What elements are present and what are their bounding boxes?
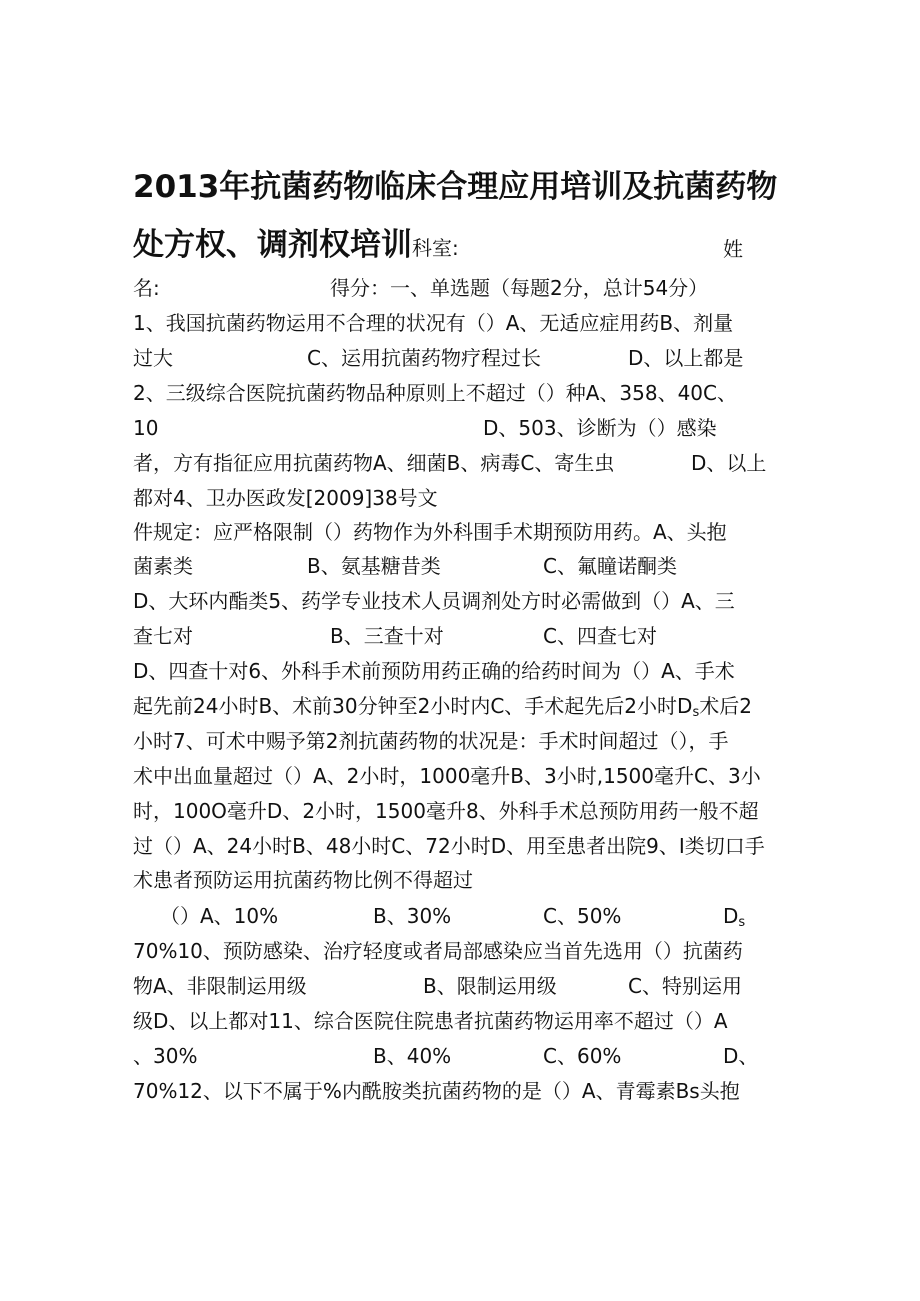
text-line: 过（）A、24小时B、48小时C、72小时D、用至患者出院9、I类切口手 <box>133 834 765 858</box>
text-line <box>133 692 752 727</box>
subscript-s: s <box>738 915 746 930</box>
text-line: C、运用抗菌药物疗程过长 <box>307 346 541 370</box>
score-label: 得分： <box>330 276 390 300</box>
text-line <box>723 902 745 937</box>
text-line: D、 <box>723 1044 759 1068</box>
text-line: 菌素类 <box>133 554 193 578</box>
dept-label: 科室: <box>412 236 459 260</box>
subscript-s: s <box>692 705 700 720</box>
name-label: 名: <box>133 276 160 300</box>
text-line: B、三查十对 <box>330 624 444 648</box>
text-line: 过大 <box>133 346 173 370</box>
text-line: 70%12、以下不属于%内酰胺类抗菌药物的是（）A、青霉素Bs头抱 <box>133 1079 740 1103</box>
text-line: D、503、诊断为（）感染 <box>483 416 717 440</box>
text-line: 2、三级综合医院抗菌药物品种原则上不超过（）种A、358、40C、 <box>133 381 737 405</box>
text-line: 10 <box>133 416 159 440</box>
text-fragment: 起先前24小时B、术前30分钟至2小时内C、手术起先后2小时D <box>133 694 693 718</box>
text-line: 件规定：应严格限制（）药物作为外科围手术期预防用药。A、头抱 <box>133 520 727 544</box>
surname-char: 姓 <box>723 237 743 261</box>
text-line: C、氟瞳诺酮类 <box>543 554 677 578</box>
text-line: 70%10、预防感染、治疗轻度或者局部感染应当首先选用（）抗菌药 <box>133 939 743 963</box>
score-heading <box>330 274 708 302</box>
section-heading: 一、单选题（每题2分，总计54分） <box>390 276 709 300</box>
text-line: （）A、10% <box>160 904 279 928</box>
text-line: 术患者预防运用抗菌药物比例不得超过 <box>133 868 473 892</box>
text-fragment: D <box>723 904 739 928</box>
text-line: B、氨基糖昔类 <box>307 554 441 578</box>
text-line: C、四查七对 <box>543 624 657 648</box>
text-line: C、特别运用 <box>628 974 742 998</box>
text-line: D、大环内酯类5、药学专业技术人员调剂处方时必需做到（）A、三 <box>133 589 735 613</box>
text-line: 物A、非限制运用级 <box>133 974 307 998</box>
text-line: D、以上都是 <box>628 346 744 370</box>
text-line: 小时7、可术中赐予第2剂抗菌药物的状况是：手术时间超过（），手 <box>133 729 729 753</box>
text-line: 查七对 <box>133 624 193 648</box>
text-line: 都对4、卫办医政发[2009]38号文 <box>133 486 438 510</box>
text-line: B、30% <box>373 904 452 928</box>
text-line: D、四查十对6、外科手术前预防用药正确的给药时间为（）A、手术 <box>133 659 735 683</box>
text-line: 、30% <box>133 1044 198 1068</box>
text-line: 者，方有指征应用抗菌药物A、细菌B、病毒C、寄生虫 <box>133 451 615 475</box>
text-line: 1、我国抗菌药物运用不合理的状况有（）A、无适应症用药B、剂量 <box>133 311 734 335</box>
text-line: 时，100O毫升D、2小时，1500毫升8、外科手术总预防用药一般不超 <box>133 799 759 823</box>
text-fragment: 术后2 <box>699 694 752 718</box>
page-title-line2 <box>133 228 793 262</box>
text-line: 术中出血量超过（）A、2小时，1000毫升B、3小时,1500毫升C、3小 <box>133 764 761 788</box>
text-line: C、50% <box>543 904 622 928</box>
text-line: 级D、以上都对11、综合医院住院患者抗菌药物运用率不超过（）A <box>133 1009 728 1033</box>
text-line: D、以上 <box>691 451 767 475</box>
text-line: B、限制运用级 <box>423 974 557 998</box>
text-line: B、40% <box>373 1044 452 1068</box>
page-title: 2013年抗菌药物临床合理应用培训及抗菌药物 <box>133 169 778 205</box>
text-line: C、60% <box>543 1044 622 1068</box>
title-continuation: 处方权、调剂权培训 <box>133 227 412 263</box>
